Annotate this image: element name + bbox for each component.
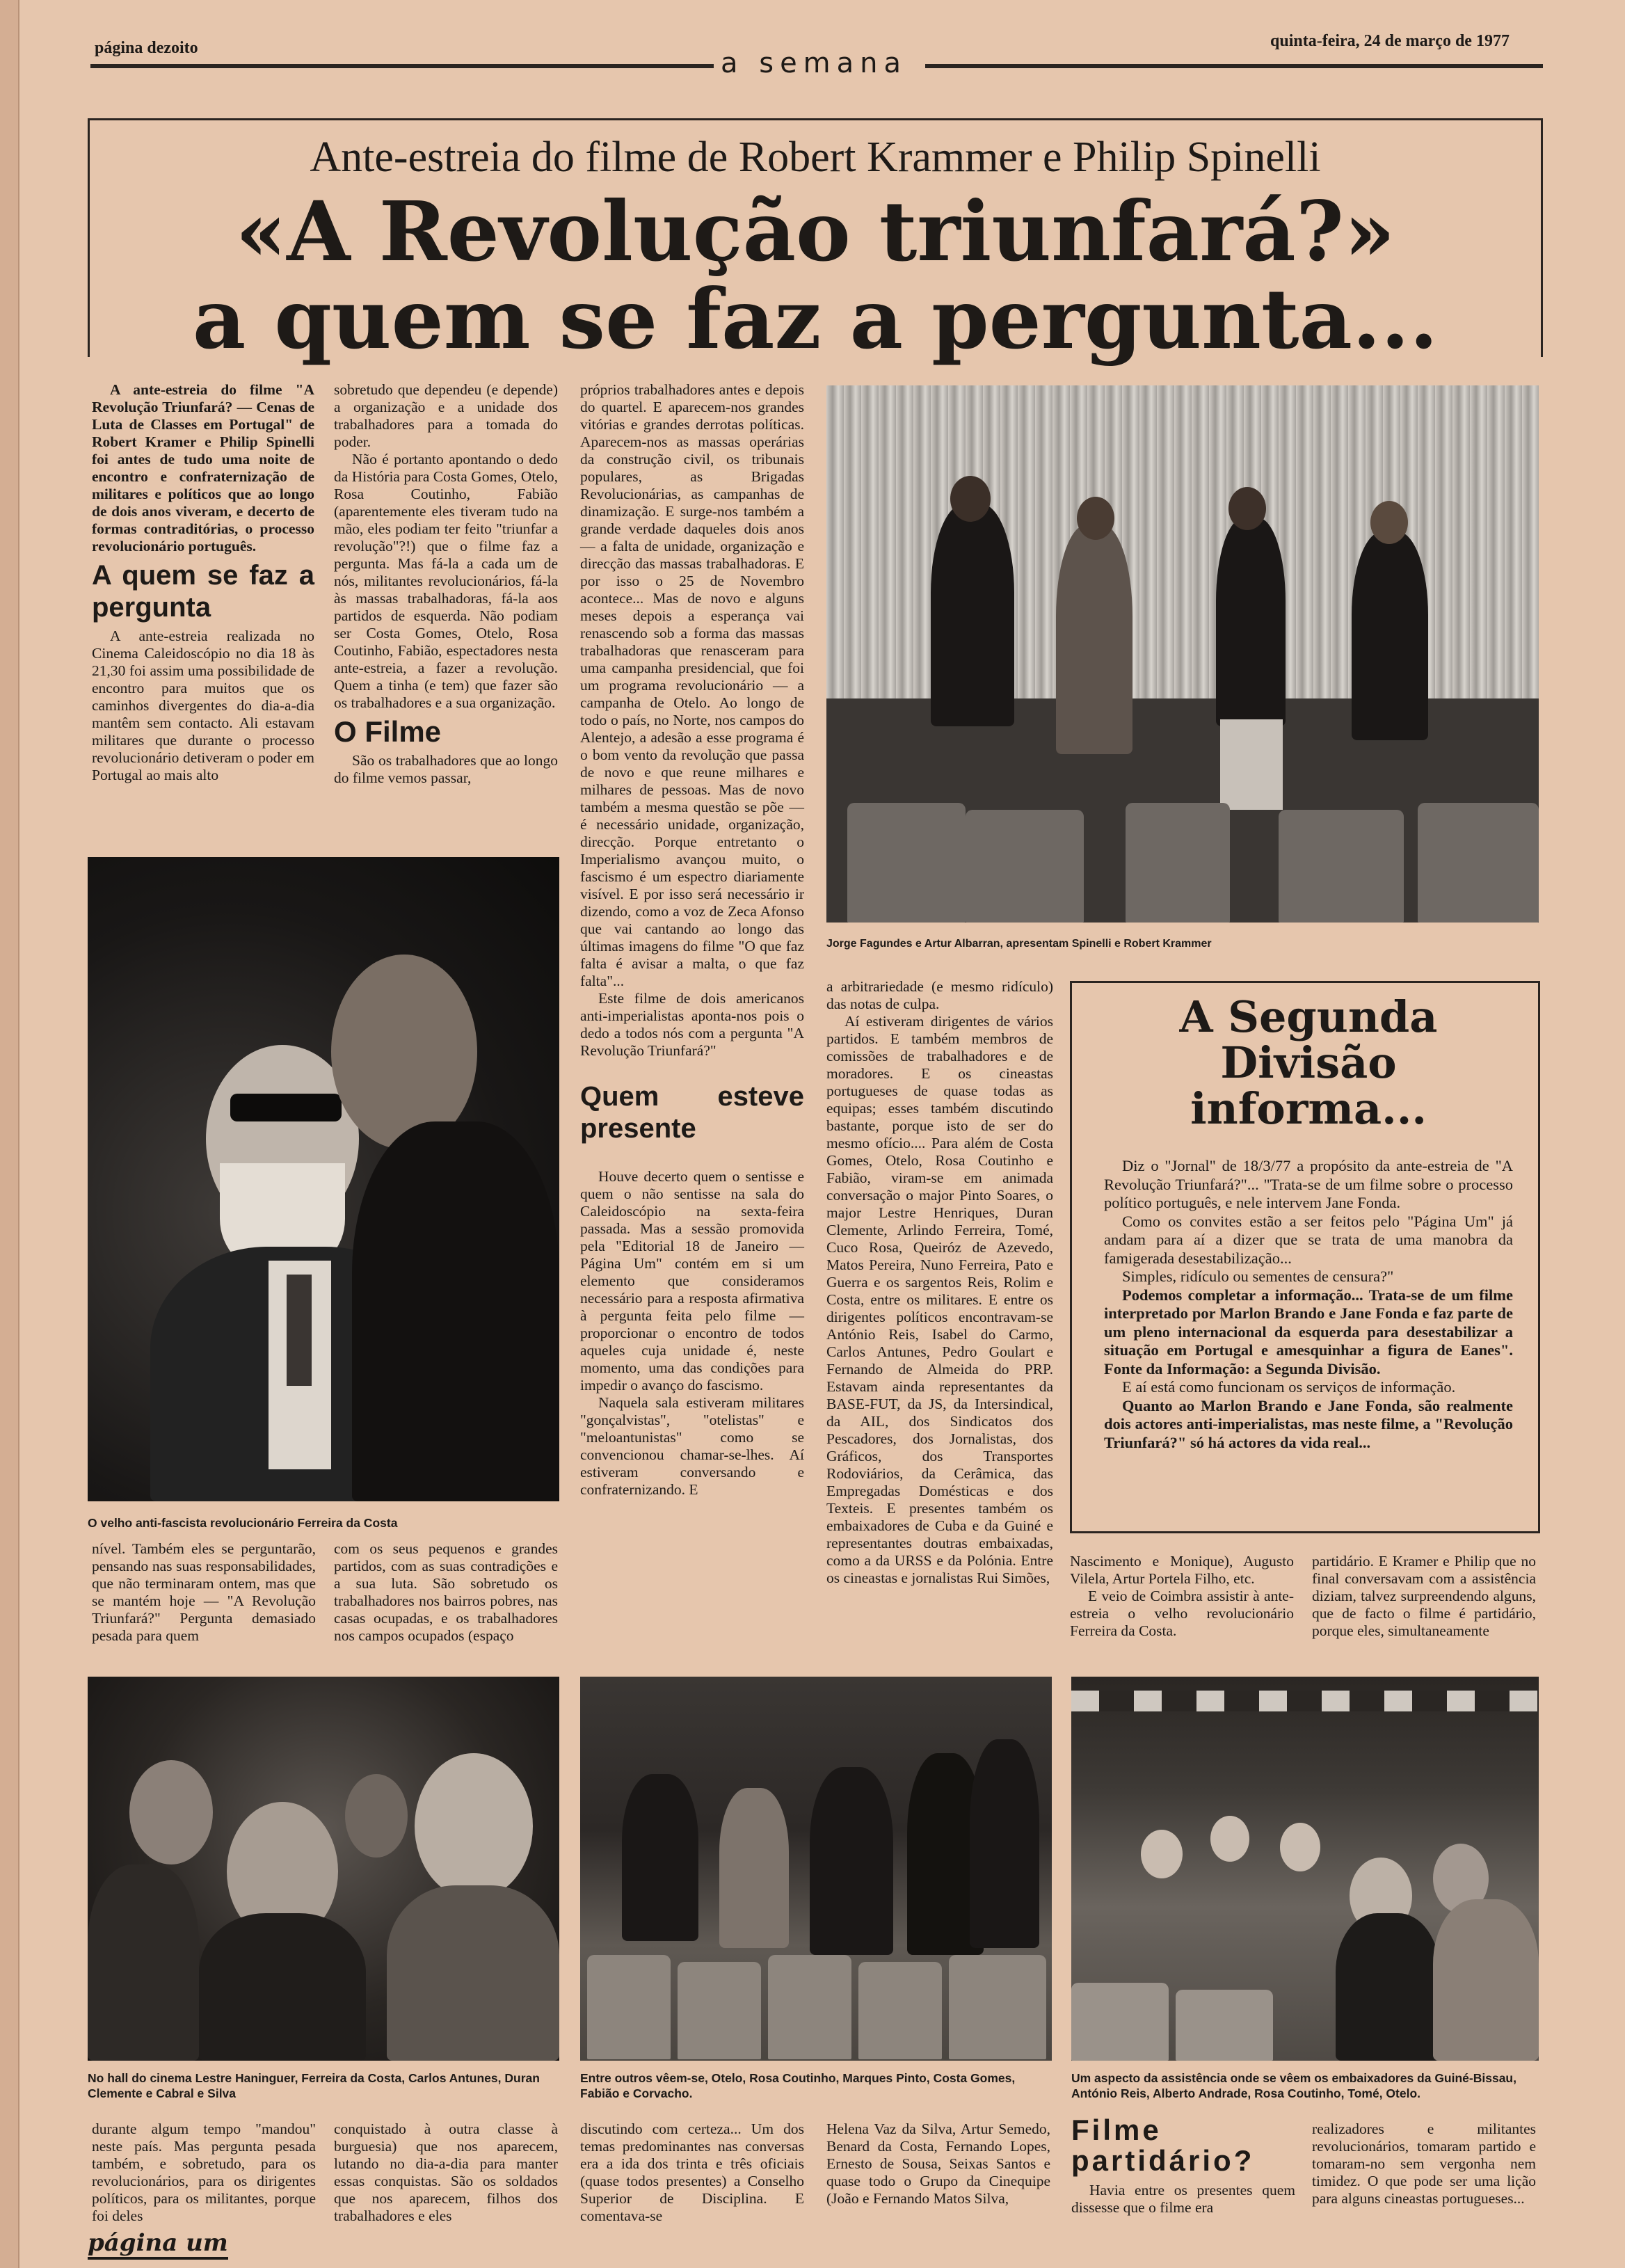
paragraph: sobretudo que dependeu (e depende) a organização e a unidade dos trabalhadores para a tomada do poder. (334, 381, 558, 450)
lead-paragraph: A ante-estreia do filme "A Revolução Triunfará? — Cenas de Luta de Classes em Portugal" de Robert Kramer e Philip Spinelli foi antes de tudo uma noite de encontro e confraternização de militares e políticos que ao longo de dois anos viveram, e decerto de formas contraditórias, o processo revolucionário português. (92, 381, 314, 554)
headline-title: «A Revolução triunfará?» (235, 183, 1395, 280)
article-column-1 (92, 381, 314, 784)
sidebar-paragraph: Diz o "Jornal" de 18/3/77 a propósito da ante-estreia de "A Revolução Triunfará?"... "Trata-se de um filme sobre o processo político português, e nele intervem Jane Fonda. (1104, 1157, 1513, 1211)
paragraph: Este filme de dois americanos anti-imperialistas aponta-nos pois o dedo a todos nós com a pergunta "A Revolução Triunfará?" (580, 990, 804, 1059)
article-column-2 (334, 381, 558, 787)
caption-stage: Jorge Fagundes e Artur Albarran, apresentam Spinelli e Robert Krammer (826, 938, 1212, 950)
paragraph: partidário. E Kramer e Philip que no final conversavam com a assistência diziam, talvez surpreendendo alguns, que de facto o filme é partidário, porque eles, simultaneamente (1312, 1553, 1536, 1639)
sidebar-segunda-divisao (1070, 981, 1540, 1533)
paragraph: Nascimento e Monique), Augusto Vilela, Artur Portela Filho, etc. (1070, 1553, 1294, 1587)
headline-box (88, 118, 1543, 367)
paragraph: com os seus pequenos e grandes partidos, com as suas contradições e a sua luta. São sobretudo os trabalhadores nos bairros pobres, nas casas ocupadas, e os trabalhadores nos campos ocupados (espaço (334, 1540, 558, 1644)
article-column-3 (580, 381, 804, 1499)
section-title: a semana (714, 47, 914, 79)
paragraph: Não é portanto apontando o dedo da História para Costa Gomes, Otelo, Rosa Coutinho, Fabião (aparentemente eles tiveram tudo na mão, eles podiam ter feito "triunfar a revolução"?!) que o filme faz a pergunta. Mas fá-la a cada um de nós, militantes revolucionários, fá-la às massas trabalhadoras, fá-la aos partidos de esquerda. Não podiam ser Costa Gomes, Otelo, Rosa Coutinho, Fabião, espectadores nesta ante-estreia, a fazer a revolução. Quem a tinha (e tem) que fazer são os trabalhadores e a sua organização. (334, 451, 558, 711)
article-mid-4 (1312, 1553, 1536, 1640)
sidebar-paragraph: E aí está como funcionam os serviços de informação. (1122, 1378, 1456, 1396)
subhead-quem-esteve: Quem esteve presente (580, 1081, 804, 1144)
paragraph: São os trabalhadores que ao longo do filme vemos passar, (334, 752, 558, 786)
article-mid-2 (334, 1540, 558, 1645)
article-bottom-6 (1312, 2121, 1536, 2207)
paragraph: Houve decerto quem o sentisse e quem o não sentisse na sala do Caleidoscópio na sexta-feira passada. Mas a sessão promovida pela "Editorial 18 de Janeiro — Página Um" contém em si um elemento que consideramos necessário para a resposta afirmativa à pergunta feita pelo filme — proporcionar o encontro de todos aqueles cuja unidade é, neste momento, uma das condições para impedir o avanço do fascismo. (580, 1168, 804, 1393)
paragraph: Aí estiveram dirigentes de vários partidos. E também membros de comissões de trabalhadores e de moradores. E os cineastas portugueses de quase todas as equipas; esses também discutindo bastante, porque isto de ser do mesmo ofício.... Para além de Costa Gomes, Otelo, Rosa Coutinho e Fabião, viram-se em animada conversação o major Pinto Soares, o major Lestre Henriques, Duran Clemente, Arlindo Ferreira, Tomé, Cuco Rosa, Queiróz de Azevedo, Matos Pereira, Nuno Ferreira, Pato e Guerra e os sargentos Reis, Rolim e Costa, entre os militares. E entre os dirigentes políticos encontravam-se António Reis, Isabel do Carmo, Carlos Antunes, Pedro Goulart e Fernando de Almeida do PRP. Estavam ainda representantes da BASE-FUT, da JS, da Intersindical, da AIL, dos Sindicatos dos Pescadores, dos Jornalistas, dos Gráficos, dos Transportes Rodoviários, da Cerâmica, das Empregadas Domésticas e dos Texteis. E presentes também os embaixadores de Cuba e da Guiné e representantes doutras embaixadas, como a da URSS e da Polónia. Entre os cineastas e jornalistas Rui Simões, (826, 1013, 1053, 1586)
paragraph: conquistado à outra classe à burguesia) que nos aparecem, lutando no dia-a-dia para manter essas conquistas. São os soldados que nos aparecem, filhos dos trabalhadores e eles (334, 2121, 558, 2224)
caption-old-man: O velho anti-fascista revolucionário Ferreira da Costa (88, 1516, 398, 1530)
photo-audience (1071, 1677, 1539, 2061)
subhead-a-quem: A quem se faz a pergunta (92, 560, 314, 623)
caption-audience: Um aspecto da assistência onde se vêem os embaixadores da Guiné-Bissau, António Reis, Alberto Andrade, Rosa Coutinho, Tomé, Otelo. (1071, 2071, 1516, 2100)
paragraph: E veio de Coimbra assistir à ante-estreia o velho revolucionário Ferreira da Costa. (1070, 1588, 1294, 1639)
paragraph: próprios trabalhadores antes e depois do quartel. E aparecem-nos grandes vitórias e grandes derrotas políticas. Aparecem-nos as massas operárias da construção civil, os tribunais populares, as Brigadas Revolucionárias, as campanhas de dinamização. E surge-nos também a grande verdade daqueles dois anos — a falta de unidade, organização e direcção das massas trabalhadoras. E por isso o 25 de Novembro acontece... Mas de novo e alguns meses depois a esperança vai renascendo sob a forma das massas trabalhadoras que renasceram para uma campanha presidencial, que foi um programa revolucionário — a campanha de Otelo. Ao longo de todo o país, no Norte, nos campos do Alentejo, a adesão a esse programa é o bom vento da revolução que passa de novo e que reune milhares e milhares de pessoas. Mas de novo também a mesma questão se põe — é necessário unidade, organização, direcção. Porque entretanto o Imperialismo avançou muito, o fascismo é um espectro diariamente visível. E por isso será necessário ir dizendo, como a voz de Zeca Afonso que vai cantando ao longo das últimas imagens do filme "O que faz falta é avisar a malta, o que faz falta"... (580, 381, 804, 989)
page-fold-edge (0, 0, 19, 2268)
paragraph: Naquela sala estiveram militares "gonçalvistas", "otelistas" e "meloantunistas" como se convencionou chamar-se-lhes. Aí estiveram conversando e confraternizando. E (580, 1394, 804, 1498)
photo-ferreira-da-costa (88, 857, 559, 1501)
paragraph: realizadores e militantes revolucionários, tomaram partido e tomaram-no sem vergonha nem timidez. O que pode ser uma lição para alguns cineastas portugueses... (1312, 2121, 1536, 2207)
paragraph: nível. Também eles se perguntarão, pensando nas suas responsabilidades, que não terminaram ontem, mas que se mantém hoje — "A Revolução Triunfará?" Pergunta demasiado pesada para quem (92, 1540, 316, 1644)
paragraph: a arbitrariedade (e mesmo ridículo) das notas de culpa. (826, 978, 1053, 1012)
paragraph: Havia entre os presentes quem dissesse que o filme era (1071, 2182, 1295, 2216)
photo-stage-presentation (826, 385, 1539, 923)
sidebar-title: A Segunda Divisão informa... (1179, 991, 1438, 1134)
paragraph: A ante-estreia realizada no Cinema Caleidoscópio no dia 18 às 21,30 foi assim uma possibilidade de encontro para muitos que os caminhos divergentes do dia-a-dia mantêm sem contacto. Ali estavam militares que durante o processo revolucionário detiveram o poder em Portugal ao mais alto (92, 628, 314, 783)
headline-kicker: Ante-estreia do filme de Robert Krammer e Philip Spinelli (310, 134, 1321, 181)
article-bottom-4 (826, 2121, 1050, 2207)
article-bottom-1 (92, 2121, 316, 2225)
subhead-filme-partidario: Filme partidário? (1071, 2114, 1255, 2177)
caption-crowd: Entre outros vêem-se, Otelo, Rosa Coutinho, Marques Pinto, Costa Gomes, Fabião e Corvacho. (580, 2071, 1016, 2100)
issue-date: quinta-feira, 24 de março de 1977 (1270, 32, 1510, 50)
photo-crowd-seats (580, 1677, 1052, 2061)
sidebar-paragraph: Podemos completar a informação... Trata-se de um filme interpretado por Marlon Brando e Jane Fonda e faz parte de um pleno internacional da esquerda para desestabilizar a situação em Portugal e amesquinhar a figura de Eanes". Fonte da Informação: a Segunda Divisão. (1104, 1286, 1513, 1377)
article-bottom-2 (334, 2121, 558, 2225)
sidebar-paragraph: Como os convites estão a ser feitos pelo "Página Um" já andam para aí a dizer que se trata de uma manobra da famigerada desestabilização... (1104, 1212, 1513, 1267)
article-column-4 (826, 978, 1053, 1587)
header-rule-right (925, 64, 1543, 68)
sidebar-paragraph: Quanto ao Marlon Brando e Jane Fonda, são realmente dois actores anti-imperialistas, mas neste filme, a "Revolução Triunfará?" só há actores da vida real... (1104, 1396, 1513, 1451)
article-bottom-3 (580, 2121, 804, 2225)
article-bottom-5 (1071, 2115, 1295, 2217)
sidebar-paragraph: Simples, ridículo ou sementes de censura?" (1122, 1268, 1394, 1285)
sidebar-body (1104, 1157, 1513, 1452)
footer-logo: página um (88, 2229, 228, 2260)
page-label: página dezoito (95, 39, 198, 57)
caption-hall: No hall do cinema Lestre Haninguer, Ferreira da Costa, Carlos Antunes, Duran Clemente e Cabral e Silva (88, 2071, 540, 2100)
photo-cinema-hall (88, 1677, 559, 2061)
paragraph: durante algum tempo "mandou" neste país. Mas pergunta pesada também, e sobretudo, para os revolucionários, para os dirigentes políticos, para os militantes, porque foi deles (92, 2121, 316, 2224)
subhead-o-filme: O Filme (334, 715, 442, 748)
headline-subtitle: a quem se faz a pergunta... (192, 271, 1439, 367)
paragraph: Helena Vaz da Silva, Artur Semedo, Benard da Costa, Fernando Lopes, Ernesto de Sousa, Seixas Santos e quase todo o Grupo da Cinequipe (João e Fernando Matos Silva, (826, 2121, 1050, 2207)
paragraph: discutindo com certeza... Um dos temas predominantes nas conversas era a ida dos trinta e três oficiais (quase todos presentes) a Conselho Superior de Disciplina. E comentava-se (580, 2121, 804, 2224)
article-mid-1 (92, 1540, 316, 1645)
article-mid-3 (1070, 1553, 1294, 1640)
